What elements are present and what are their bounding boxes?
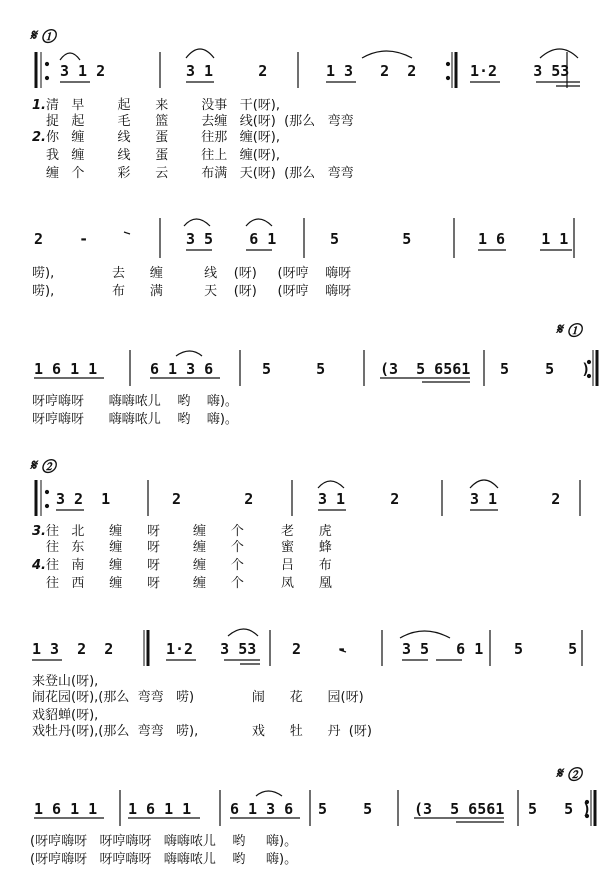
lyric-line: (呀哼嗨呀 呀哼嗨呀 嗨嗨哝儿 哟 嗨)。 — [30, 852, 298, 867]
note-group: 3 1 2 — [60, 62, 106, 80]
lyric-line: 戏貂蝉(呀), — [32, 708, 99, 723]
lyric-line: 来登山(呀), — [32, 674, 99, 689]
note-group: 5 5 — [262, 360, 326, 378]
note-group: 3 1 2 — [318, 490, 400, 508]
lyric-line: 呀哼嗨呀 嗨嗨哝儿 哟 嗨)。 — [32, 412, 238, 427]
note-group: 3 5 6 1 — [402, 640, 484, 658]
lyric-line: 3.往 北 缠 呀 缠 个 老 虎 — [32, 524, 332, 539]
lyric-line: 唠), 布 满 天 (呀) (呀哼 嗨呀 — [32, 284, 352, 299]
note-group: 6 1 3 6 — [230, 800, 294, 818]
note-group: 1 6 1 1 — [478, 230, 569, 248]
note-group: (3 5 6561 — [380, 360, 471, 378]
verse-number: 2. — [32, 130, 46, 145]
lyric-line: 1.清 早 起 来 没事 干(呀), — [32, 98, 280, 113]
segno-mark-1: 𝄋 ① — [30, 26, 56, 44]
note-group: 1 6 1 1 — [128, 800, 192, 818]
note-group: 2 - — [292, 640, 347, 658]
verse-number: 1. — [32, 98, 46, 113]
note-group: 5 5 ) — [500, 360, 591, 378]
lyric-line: 4.往 南 缠 呀 缠 个 吕 布 — [32, 558, 332, 573]
lyric-line: 捉 起 毛 篮 去缠 线(呀) (那么 弯弯 — [46, 114, 354, 129]
note-group: 1·2 3 53 — [166, 640, 257, 658]
note-group: 5 5 ) — [528, 800, 592, 818]
verse-number: 3. — [32, 524, 46, 539]
lyric-line: 缠 个 彩 云 布满 天(呀) (那么 弯弯 — [46, 166, 354, 181]
lyric-line: (呀哼嗨呀 呀哼嗨呀 嗨嗨哝儿 哟 嗨)。 — [30, 834, 298, 849]
note-group: (3 5 6561 — [414, 800, 505, 818]
note-group: 1 3 2 2 — [32, 640, 114, 658]
note-group: 2 2 — [172, 490, 254, 508]
note-group: 1 6 1 1 — [34, 800, 98, 818]
lyric-line: 唠), 去 缠 线 (呀) (呀哼 嗨呀 — [32, 266, 352, 281]
note-group: 2 - — [34, 230, 89, 248]
segno-mark-2: 𝄋 ② — [30, 456, 56, 474]
lyric-line: 2.你 缠 线 蛋 往那 缠(呀), — [32, 130, 280, 145]
lyric-line: 往 东 缠 呀 缠 个 蜜 蜂 — [46, 540, 332, 555]
lyric-line: 闹花园(呀),(那么 弯弯 唠) 闹 花 园(呀) — [32, 690, 364, 705]
note-group: 5 5 — [330, 230, 412, 248]
note-group: 3 1 2 — [470, 490, 561, 508]
note-group: 1·2 3 53 — [470, 62, 570, 80]
note-group: 5 5 — [514, 640, 578, 658]
lyric-line: 我 缠 线 蛋 往上 缠(呀), — [46, 148, 280, 163]
lyric-line: 呀哼嗨呀 嗨嗨哝儿 哟 嗨)。 — [32, 394, 238, 409]
note-group: 1 6 1 1 — [34, 360, 98, 378]
note-group: 3 5 6 1 — [186, 230, 277, 248]
note-group: 5 5 — [318, 800, 373, 818]
note-group: 3 2 1 — [56, 490, 111, 508]
lyric-line: 往 西 缠 呀 缠 个 凤 凰 — [46, 576, 332, 591]
segno-mark-2-end: 𝄋 ② — [556, 764, 582, 782]
lyric-line: 戏牡丹(呀),(那么 弯弯 唠), 戏 牡 丹 (呀) — [32, 724, 372, 739]
segno-mark-1-end: 𝄋 ① — [556, 320, 582, 338]
note-group: 6 1 3 6 — [150, 360, 214, 378]
note-group: 1 3 2 2 — [326, 62, 417, 80]
verse-number: 4. — [32, 558, 46, 573]
note-group: 3 1 2 — [186, 62, 268, 80]
